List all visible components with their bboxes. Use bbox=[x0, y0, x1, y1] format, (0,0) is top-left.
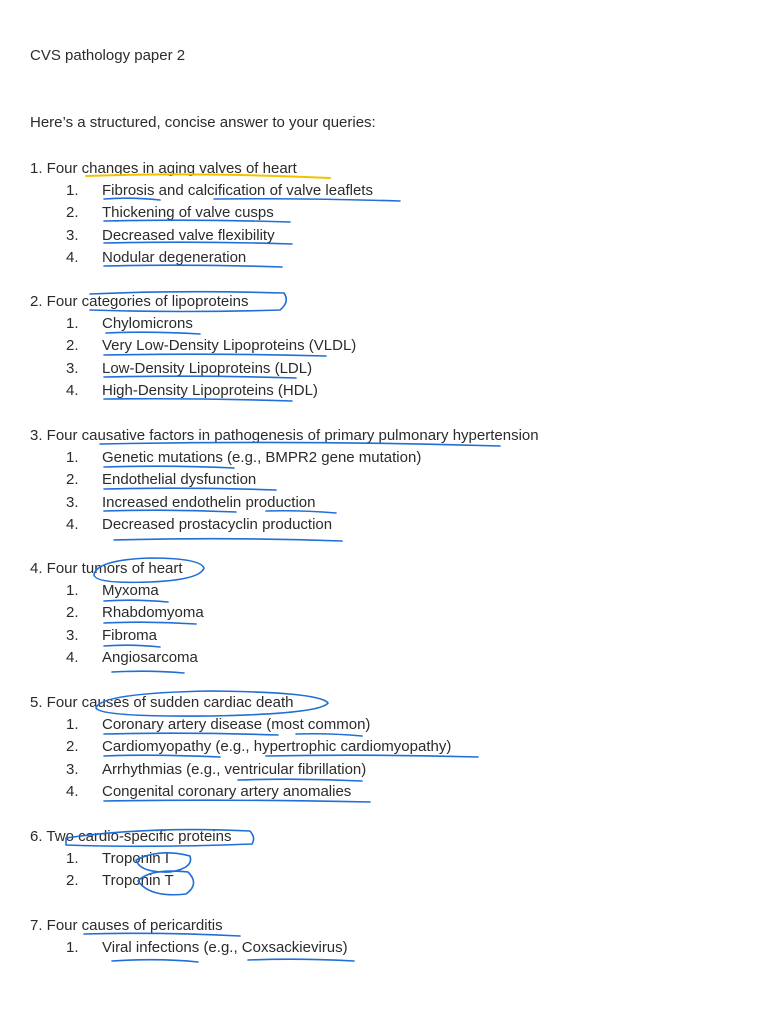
item-number: 2. bbox=[66, 872, 79, 890]
list-item bbox=[30, 380, 318, 402]
item-number: 2. bbox=[66, 471, 79, 489]
item-number: 3. bbox=[66, 226, 79, 244]
item-number: 1. bbox=[66, 449, 79, 466]
item-number: 3. bbox=[66, 760, 79, 778]
item-text: Cardiomyopathy (e.g., hypertrophic cardiomyopathy) bbox=[102, 738, 452, 756]
list-item bbox=[30, 736, 452, 758]
list-item bbox=[30, 447, 539, 469]
item-number: 4. bbox=[66, 381, 79, 399]
blue-underline bbox=[112, 671, 184, 673]
list-item bbox=[30, 647, 198, 669]
item-number: 1. bbox=[66, 716, 79, 733]
list-item bbox=[30, 469, 539, 491]
item-number: 2. bbox=[66, 738, 79, 756]
item-text: Endothelial dysfunction bbox=[102, 471, 257, 489]
item-text: Nodular degeneration bbox=[102, 248, 247, 266]
list-item bbox=[30, 492, 539, 514]
list-item bbox=[30, 580, 183, 602]
list-item bbox=[30, 313, 248, 335]
item-text: Troponin T bbox=[102, 872, 174, 890]
item-number: 3. bbox=[66, 359, 79, 377]
list-item bbox=[30, 225, 297, 247]
item-text: Arrhythmias (e.g., ventricular fibrillation) bbox=[102, 760, 367, 778]
list-item bbox=[30, 781, 352, 803]
item-text: Troponin I bbox=[102, 850, 169, 867]
section-heading: 6. Two cardio-specific proteins bbox=[30, 828, 232, 845]
list-item bbox=[30, 358, 313, 380]
item-text: Congenital coronary artery anomalies bbox=[102, 782, 352, 800]
item-text: Genetic mutations (e.g., BMPR2 gene mutation) bbox=[102, 449, 422, 466]
item-number: 3. bbox=[66, 626, 79, 644]
item-text: Decreased prostacyclin production bbox=[102, 515, 333, 533]
item-number: 2. bbox=[66, 604, 79, 622]
item-text: High-Density Lipoproteins (HDL) bbox=[102, 381, 318, 399]
item-text: Fibroma bbox=[102, 626, 158, 644]
item-number: 1. bbox=[66, 850, 79, 867]
list-item bbox=[30, 870, 231, 892]
item-text: Angiosarcoma bbox=[102, 648, 198, 666]
item-text: Low-Density Lipoproteins (LDL) bbox=[102, 359, 313, 377]
item-number: 4. bbox=[66, 782, 79, 800]
item-number: 1. bbox=[66, 182, 79, 199]
item-number: 2. bbox=[66, 204, 79, 222]
list-item bbox=[30, 714, 371, 736]
intro-text: Here’s a structured, concise answer to your queries: bbox=[30, 114, 376, 131]
item-number: 1. bbox=[66, 582, 79, 599]
item-number: 4. bbox=[66, 248, 79, 266]
section-aging-valves bbox=[30, 158, 373, 269]
list-item bbox=[30, 247, 297, 269]
section-sudden-cardiac-death bbox=[30, 692, 452, 803]
item-number: 1. bbox=[66, 939, 79, 956]
section-cardio-proteins bbox=[30, 826, 231, 893]
blue-underline bbox=[112, 959, 354, 962]
section-heart-tumors bbox=[30, 558, 204, 669]
list-item bbox=[30, 937, 348, 959]
item-number: 4. bbox=[66, 515, 79, 533]
item-text: Decreased valve flexibility bbox=[102, 226, 275, 244]
item-text: Rhabdomyoma bbox=[102, 604, 204, 622]
list-item bbox=[30, 848, 231, 870]
item-text: Viral infections (e.g., Coxsackievirus) bbox=[102, 939, 348, 956]
document-title: CVS pathology paper 2 bbox=[30, 47, 186, 64]
section-heading: 5. Four causes of sudden cardiac death bbox=[30, 694, 294, 711]
item-number: 2. bbox=[66, 337, 79, 355]
list-item bbox=[30, 514, 539, 536]
item-text: Myxoma bbox=[102, 582, 159, 599]
item-text: Increased endothelin production bbox=[102, 493, 316, 511]
section-heading: 1. Four changes in aging valves of heart bbox=[30, 160, 297, 177]
item-text: Very Low-Density Lipoproteins (VLDL) bbox=[102, 337, 357, 355]
item-text: Coronary artery disease (most common) bbox=[102, 716, 371, 733]
blue-underline bbox=[114, 539, 342, 541]
list-item bbox=[30, 759, 367, 781]
item-text: Fibrosis and calcification of valve leaflets bbox=[102, 182, 373, 199]
list-item bbox=[30, 625, 183, 647]
section-heading: 4. Four tumors of heart bbox=[30, 560, 183, 577]
item-number: 3. bbox=[66, 493, 79, 511]
item-text: Thickening of valve cusps bbox=[102, 204, 274, 222]
section-heading: 3. Four causative factors in pathogenesis of primary pulmonary hypertension bbox=[30, 427, 539, 444]
list-item bbox=[30, 180, 373, 202]
item-number: 4. bbox=[66, 648, 79, 666]
section-lipoproteins bbox=[30, 291, 357, 402]
list-item bbox=[30, 202, 297, 224]
item-number: 1. bbox=[66, 315, 79, 332]
section-pulmonary-hypertension bbox=[30, 425, 539, 536]
item-text: Chylomicrons bbox=[102, 315, 193, 332]
section-heading: 7. Four causes of pericarditis bbox=[30, 917, 223, 934]
list-item bbox=[30, 602, 204, 624]
section-heading: 2. Four categories of lipoproteins bbox=[30, 293, 249, 310]
section-pericarditis bbox=[30, 915, 348, 959]
list-item bbox=[30, 335, 357, 357]
